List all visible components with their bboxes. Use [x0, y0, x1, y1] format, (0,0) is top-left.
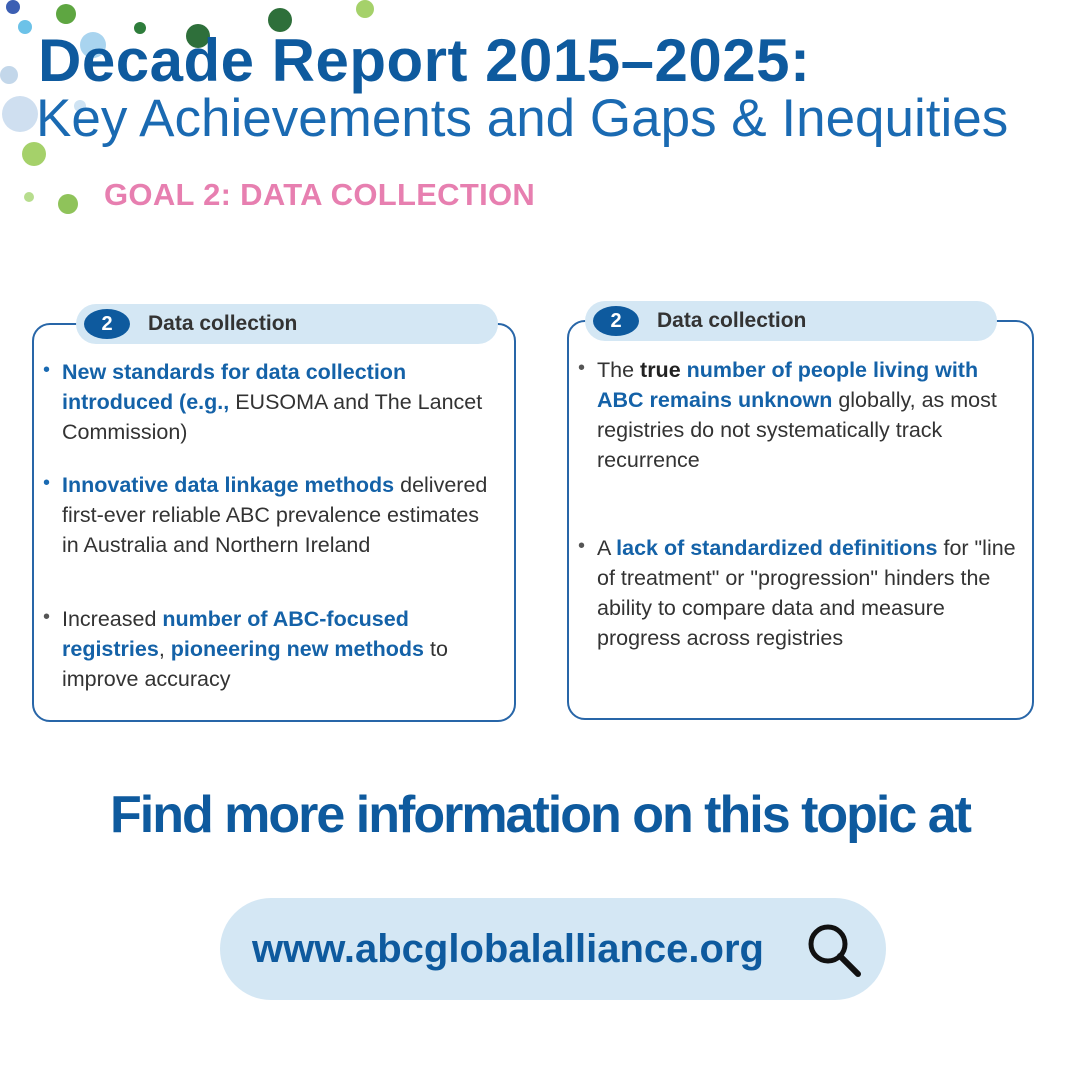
- list-item: [43, 604, 492, 694]
- website-link-pill[interactable]: [220, 898, 886, 1000]
- card-heading: Data collection: [148, 312, 298, 335]
- search-icon[interactable]: [804, 920, 864, 980]
- highlight-text: number of ABC-focused registries: [62, 607, 409, 661]
- find-more-heading: Find more information on this topic at: [110, 786, 970, 844]
- bullet: •: [578, 535, 586, 557]
- body-text: for "line of treatment" or "progression" hinders the ability to compare data and measure progress across registries: [597, 536, 1016, 650]
- list-item: [43, 357, 492, 447]
- dot: [18, 20, 32, 34]
- gaps-card-header: [585, 301, 997, 341]
- dot: [356, 0, 374, 18]
- bullet: •: [578, 357, 586, 379]
- report-title: Decade Report 2015–2025:: [38, 27, 811, 94]
- body-text: globally, as most registries do not systematically track recurrence: [597, 388, 997, 472]
- dot: [6, 0, 20, 14]
- achievements-card-header: [76, 304, 498, 344]
- highlight-text: lack of standardized definitions: [616, 536, 938, 560]
- dot: [58, 194, 78, 214]
- body-text: to improve accuracy: [62, 637, 448, 691]
- list-item: [578, 533, 1022, 653]
- body-text: ,: [158, 637, 171, 661]
- body-text: The: [597, 358, 641, 382]
- dot: [24, 192, 34, 202]
- body-text: A: [597, 536, 617, 560]
- bullet: •: [43, 606, 51, 628]
- goal-number-badge: 2: [593, 306, 639, 336]
- dot: [2, 96, 38, 132]
- body-text: EUSOMA and The Lancet Commission): [62, 390, 483, 444]
- website-url[interactable]: www.abcglobalalliance.org: [252, 927, 764, 971]
- highlight-text: number of people living with ABC remains unknown: [597, 358, 979, 412]
- highlight-text: pioneering new methods: [170, 637, 425, 661]
- goal-number-badge: 2: [84, 309, 130, 339]
- list-item: [578, 355, 1022, 475]
- bullet: •: [43, 359, 51, 381]
- body-text: Increased: [62, 607, 163, 631]
- goal-label: GOAL 2: DATA COLLECTION: [104, 177, 536, 212]
- dot: [0, 66, 18, 84]
- card-heading: Data collection: [657, 309, 807, 332]
- dot: [56, 4, 76, 24]
- highlight-text: New standards for data collection introduced (e.g.,: [62, 360, 407, 414]
- report-subtitle: Key Achievements and Gaps & Inequities: [36, 89, 1009, 148]
- body-text: delivered first-ever reliable ABC prevalence estimates in Australia and Northern Ireland: [62, 473, 488, 557]
- highlight-text: Innovative data linkage methods: [62, 473, 395, 497]
- bold-text: true: [640, 358, 681, 382]
- list-item: [43, 470, 492, 560]
- bullet: •: [43, 472, 51, 494]
